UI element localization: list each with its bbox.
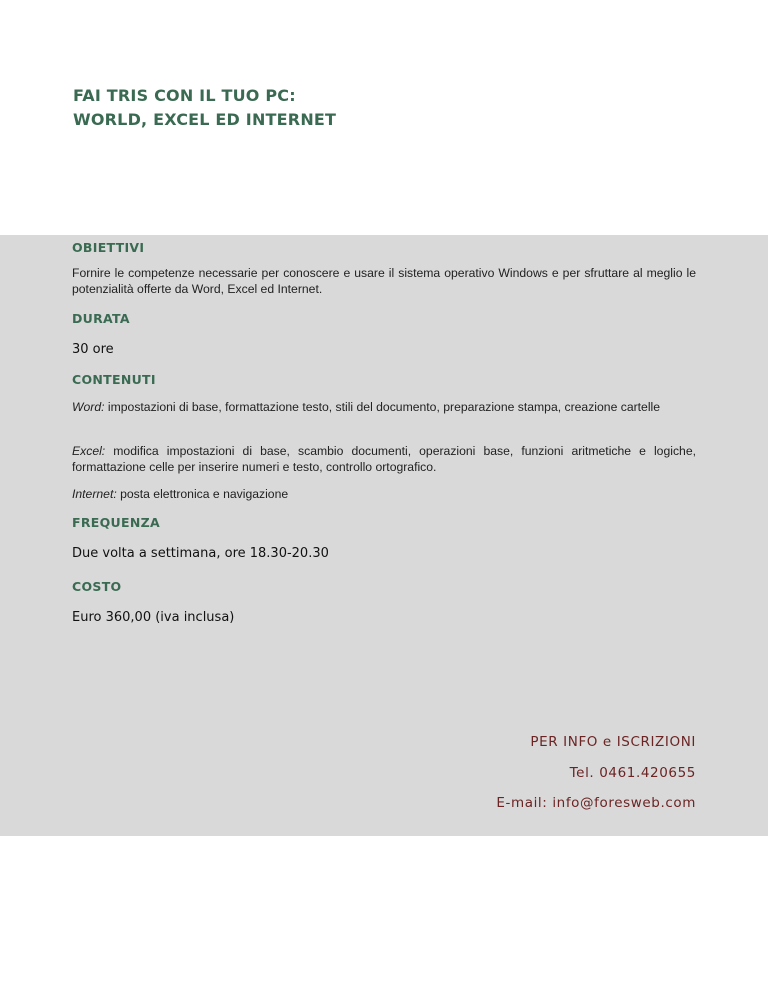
page-title: [73, 84, 673, 132]
excel-label: Excel:: [72, 444, 106, 458]
internet-text: posta elettronica e navigazione: [116, 487, 289, 501]
contenuti-heading: CONTENUTI: [72, 372, 156, 387]
durata-text: 30 ore: [72, 342, 114, 357]
obiettivi-heading: OBIETTIVI: [72, 240, 145, 255]
internet-label: Internet:: [72, 487, 117, 501]
word-text: impostazioni di base, formattazione testo, stili del documento, preparazione stampa, creazione cartelle: [104, 400, 661, 414]
contact-phone: Tel. 0461.420655: [569, 765, 696, 781]
contact-heading: PER INFO e ISCRIZIONI: [530, 734, 696, 750]
info-panel: [0, 235, 768, 836]
frequenza-text: Due volta a settimana, ore 18.30-20.30: [72, 546, 329, 561]
contact-email: E-mail: info@foresweb.com: [496, 795, 696, 811]
costo-heading: COSTO: [72, 579, 122, 594]
contenuti-word: [72, 399, 696, 415]
word-label: Word:: [72, 400, 105, 414]
contenuti-internet: [72, 486, 696, 502]
durata-heading: DURATA: [72, 311, 130, 326]
excel-text: modifica impostazioni di base, scambio documenti, operazioni base, funzioni aritmetiche e logiche, formattazione celle per inserire numeri e testo, controllo ortografico.: [72, 444, 696, 474]
frequenza-heading: FREQUENZA: [72, 515, 160, 530]
contenuti-excel: [72, 443, 696, 475]
costo-text: Euro 360,00 (iva inclusa): [72, 610, 235, 625]
title-line-2: WORLD, EXCEL ED INTERNET: [73, 110, 337, 129]
obiettivi-text: Fornire le competenze necessarie per conoscere e usare il sistema operativo Windows e per sfruttare al meglio le potenzialità offerte da Word, Excel ed Internet.: [72, 266, 696, 296]
title-line-1: FAI TRIS CON IL TUO PC:: [73, 86, 296, 105]
